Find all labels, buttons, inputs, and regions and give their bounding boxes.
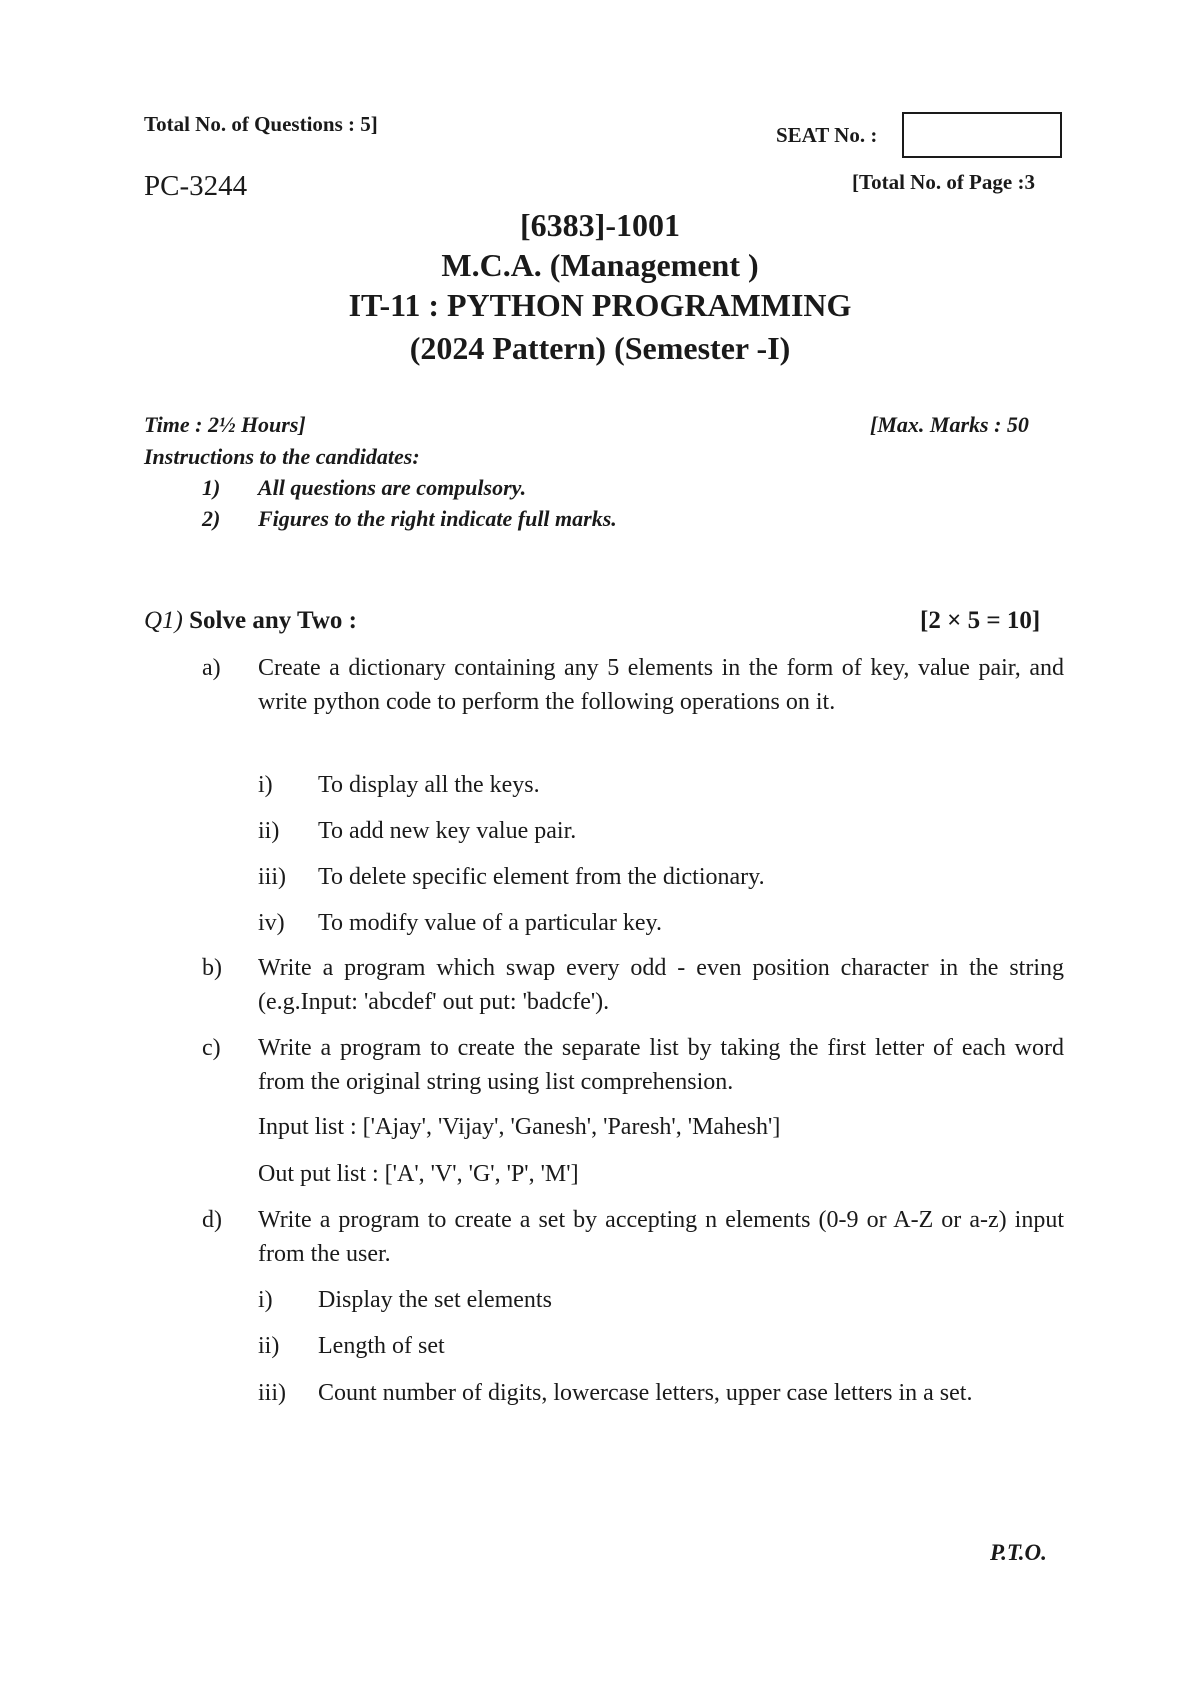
sub-number: ii) bbox=[258, 818, 280, 844]
sub-text: Display the set elements bbox=[318, 1287, 552, 1313]
degree-title: M.C.A. (Management ) bbox=[441, 247, 759, 283]
sub-number: ii) bbox=[258, 1333, 280, 1359]
sub-number: iv) bbox=[258, 910, 285, 936]
time-allowed: Time : 2½ Hours] bbox=[144, 412, 306, 437]
question-instruction: Solve any Two : bbox=[189, 607, 357, 634]
sub-number: i) bbox=[258, 772, 273, 798]
max-marks: [Max. Marks : 50 bbox=[870, 412, 1029, 437]
sub-text: To display all the keys. bbox=[318, 772, 540, 798]
subject-title: IT-11 : PYTHON PROGRAMMING bbox=[348, 287, 852, 323]
part-letter: b) bbox=[202, 955, 222, 981]
part-c-text: Write a program to create the separate list by taking the first letter of each word from the original string using list comprehension. bbox=[258, 1035, 1064, 1095]
instruction-number: 1) bbox=[202, 475, 221, 500]
question-heading bbox=[144, 607, 357, 635]
part-a-text: Create a dictionary containing any 5 elements in the form of key, value pair, and write python code to perform the following operations on it. bbox=[258, 655, 1064, 715]
input-list-line: Input list : ['Ajay', 'Vijay', 'Ganesh', 'Paresh', 'Mahesh'] bbox=[258, 1114, 781, 1140]
total-questions: Total No. of Questions : 5] bbox=[144, 112, 378, 136]
sub-number: i) bbox=[258, 1287, 273, 1313]
instruction-text: Figures to the right indicate full marks. bbox=[258, 506, 617, 531]
sub-number: iii) bbox=[258, 1380, 286, 1406]
question-number: Q1) bbox=[144, 607, 183, 634]
pattern-title: (2024 Pattern) (Semester -I) bbox=[409, 330, 791, 366]
seat-label: SEAT No. : bbox=[776, 123, 878, 147]
total-pages: [Total No. of Page :3 bbox=[852, 170, 1035, 194]
instruction-number: 2) bbox=[202, 506, 221, 531]
part-d-text: Write a program to create a set by accepting n elements (0-9 or A-Z or a-z) input from the user. bbox=[258, 1207, 1064, 1267]
instruction-text: All questions are compulsory. bbox=[258, 475, 527, 500]
seat-number-box[interactable] bbox=[902, 112, 1062, 158]
output-list-line: Out put list : ['A', 'V', 'G', 'P', 'M'] bbox=[258, 1161, 579, 1187]
part-letter: d) bbox=[202, 1207, 222, 1233]
part-b-text: Write a program which swap every odd - even position character in the string (e.g.Input: 'abcdef' out put: 'badcfe'). bbox=[258, 955, 1064, 1015]
question-marks: [2 × 5 = 10] bbox=[920, 607, 1041, 634]
sub-text: To add new key value pair. bbox=[318, 818, 577, 844]
sub-text: Length of set bbox=[318, 1333, 445, 1359]
part-letter: c) bbox=[202, 1035, 221, 1061]
sub-text: Count number of digits, lowercase letters, upper case letters in a set. bbox=[318, 1380, 973, 1406]
please-turn-over: P.T.O. bbox=[990, 1540, 1047, 1565]
instructions-heading: Instructions to the candidates: bbox=[144, 444, 420, 469]
paper-code: PC-3244 bbox=[144, 170, 248, 202]
sub-text: To delete specific element from the dictionary. bbox=[318, 864, 765, 890]
sub-number: iii) bbox=[258, 864, 286, 890]
exam-code: [6383]-1001 bbox=[520, 207, 680, 243]
sub-text: To modify value of a particular key. bbox=[318, 910, 662, 936]
part-letter: a) bbox=[202, 655, 221, 681]
